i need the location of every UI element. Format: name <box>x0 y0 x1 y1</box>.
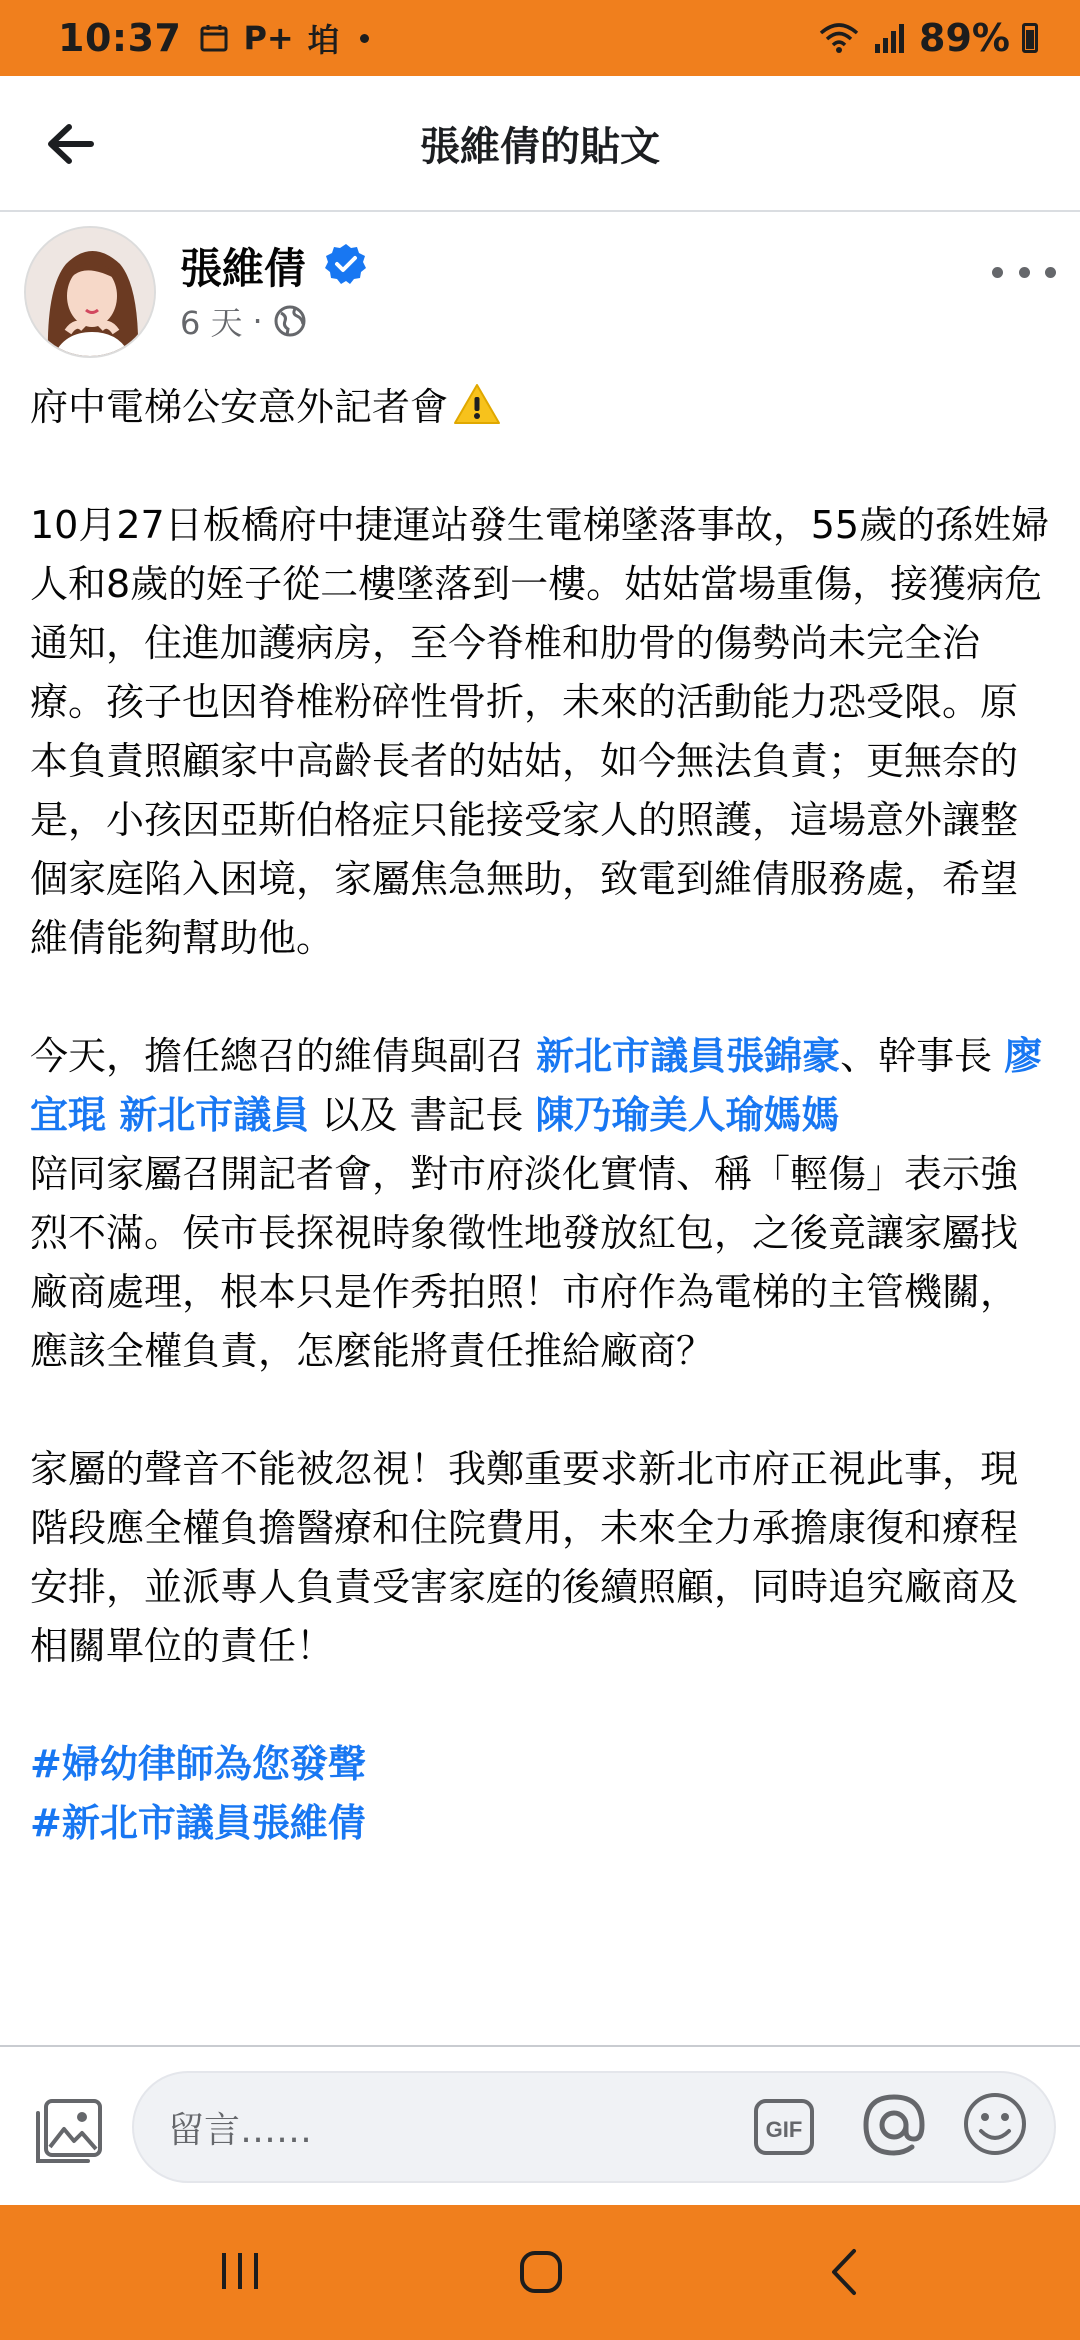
status-right <box>817 16 1038 60</box>
system-nav-bar <box>0 2205 1080 2340</box>
more-dot-icon <box>992 267 1003 278</box>
avatar-portrait <box>26 228 156 358</box>
wifi-icon <box>817 21 861 55</box>
gif-button[interactable] <box>752 2095 816 2159</box>
status-notification-icons <box>199 15 368 61</box>
post-title-text: 府中電梯公安意外記者會 <box>30 385 449 429</box>
nav-back-button[interactable] <box>824 2245 864 2299</box>
warning-icon <box>452 382 502 426</box>
battery-percent: 89% <box>919 16 1010 60</box>
paragraph-gap <box>30 1676 1050 1735</box>
gif-label: GIF <box>765 2117 803 2142</box>
status-p-plus-icon: P+ <box>243 19 294 57</box>
more-dot-icon <box>1019 267 1030 278</box>
status-time: 10:37 <box>58 16 182 60</box>
status-bar <box>0 0 1080 76</box>
paragraph-gap <box>30 968 1050 1027</box>
comment-placeholder: 留言…… <box>168 2109 313 2151</box>
more-dot-icon <box>1045 267 1056 278</box>
page-title: 張維倩的貼文 <box>420 123 660 170</box>
meta-separator: · <box>252 302 263 340</box>
more-options-button[interactable] <box>992 252 1056 292</box>
tagged-user-link[interactable]: 陳乃瑜美人瑜媽媽 <box>535 1093 840 1137</box>
signal-icon <box>873 22 907 54</box>
status-more-dot <box>360 34 369 43</box>
emoji-button[interactable] <box>962 2091 1028 2157</box>
post-title-line <box>30 378 1050 437</box>
recent-apps-button[interactable] <box>216 2249 264 2293</box>
para2-mid2: 以及 書記長 <box>309 1093 536 1137</box>
verified-badge-icon <box>324 242 368 286</box>
mention-button[interactable] <box>860 2091 928 2159</box>
paragraph-gap <box>30 437 1050 496</box>
para2-rest: 陪同家屬召開記者會，對市府淡化實情、稱「輕傷」表示強烈不滿。侯市長探視時象徵性地發放紅包，之後竟讓家屬找廠商處理，根本只是作秀拍照！市府作為電梯的主管機關，應該全權負責，怎麼能將責任推給廠商？ <box>30 1152 1019 1373</box>
back-button[interactable] <box>40 114 100 174</box>
app-header <box>0 76 1080 212</box>
post-body <box>30 378 1050 1853</box>
paragraph-gap <box>30 1381 1050 1440</box>
battery-icon <box>1022 23 1038 53</box>
home-button[interactable] <box>518 2249 564 2295</box>
para2-prefix: 今天，擔任總召的維倩與副召 <box>30 1034 537 1078</box>
post-time[interactable]: 6 天 <box>180 304 243 342</box>
post-meta <box>180 298 307 344</box>
hashtag-link[interactable]: #婦幼律師為您發聲 <box>30 1742 366 1786</box>
author-name[interactable]: 張維倩 <box>180 244 307 293</box>
calendar-icon <box>199 23 229 53</box>
photo-attach-button[interactable] <box>32 2095 104 2167</box>
tagged-user-link[interactable]: 廖宜琨 新北市議員 <box>30 1034 1043 1137</box>
globe-icon <box>273 304 307 338</box>
hashtag-link[interactable]: #新北市議員張維倩 <box>30 1801 366 1845</box>
para2-mid1: 、幹事長 <box>840 1034 1005 1078</box>
arrow-left-icon <box>45 122 95 166</box>
comment-bar <box>0 2045 1080 2205</box>
post-paragraph-2 <box>30 1027 1050 1381</box>
post-paragraph-1: 10月27日板橋府中捷運站發生電梯墜落事故，55歲的孫姓婦人和8歲的姪子從二樓墜落到一樓。姑姑當場重傷，接獲病危通知，住進加護病房，至今脊椎和肋骨的傷勢尚未完全治療。孩子也因脊椎粉碎性骨折，未來的活動能力恐受限。原本負責照顧家中高齡長者的姑姑，如今無法負責；更無奈的是，小孩因亞斯伯格症只能接受家人的照護，這場意外讓整個家庭陷入困境，家屬焦急無助，致電到維倩服務處，希望維倩能夠幫助他。 <box>30 503 1050 960</box>
status-app-icon: 垍 <box>307 21 340 59</box>
author-avatar[interactable] <box>24 226 156 358</box>
post-header <box>0 212 1080 362</box>
post-paragraph-3: 家屬的聲音不能被忽視！我鄭重要求新北市府正視此事，現階段應全權負擔醫療和住院費用，未來全力承擔康復和療程安排，並派專人負責受害家庭的後續照顧，同時追究廠商及相關單位的責任！ <box>30 1447 1019 1668</box>
tagged-user-link[interactable]: 新北市議員張錦豪 <box>536 1034 841 1078</box>
